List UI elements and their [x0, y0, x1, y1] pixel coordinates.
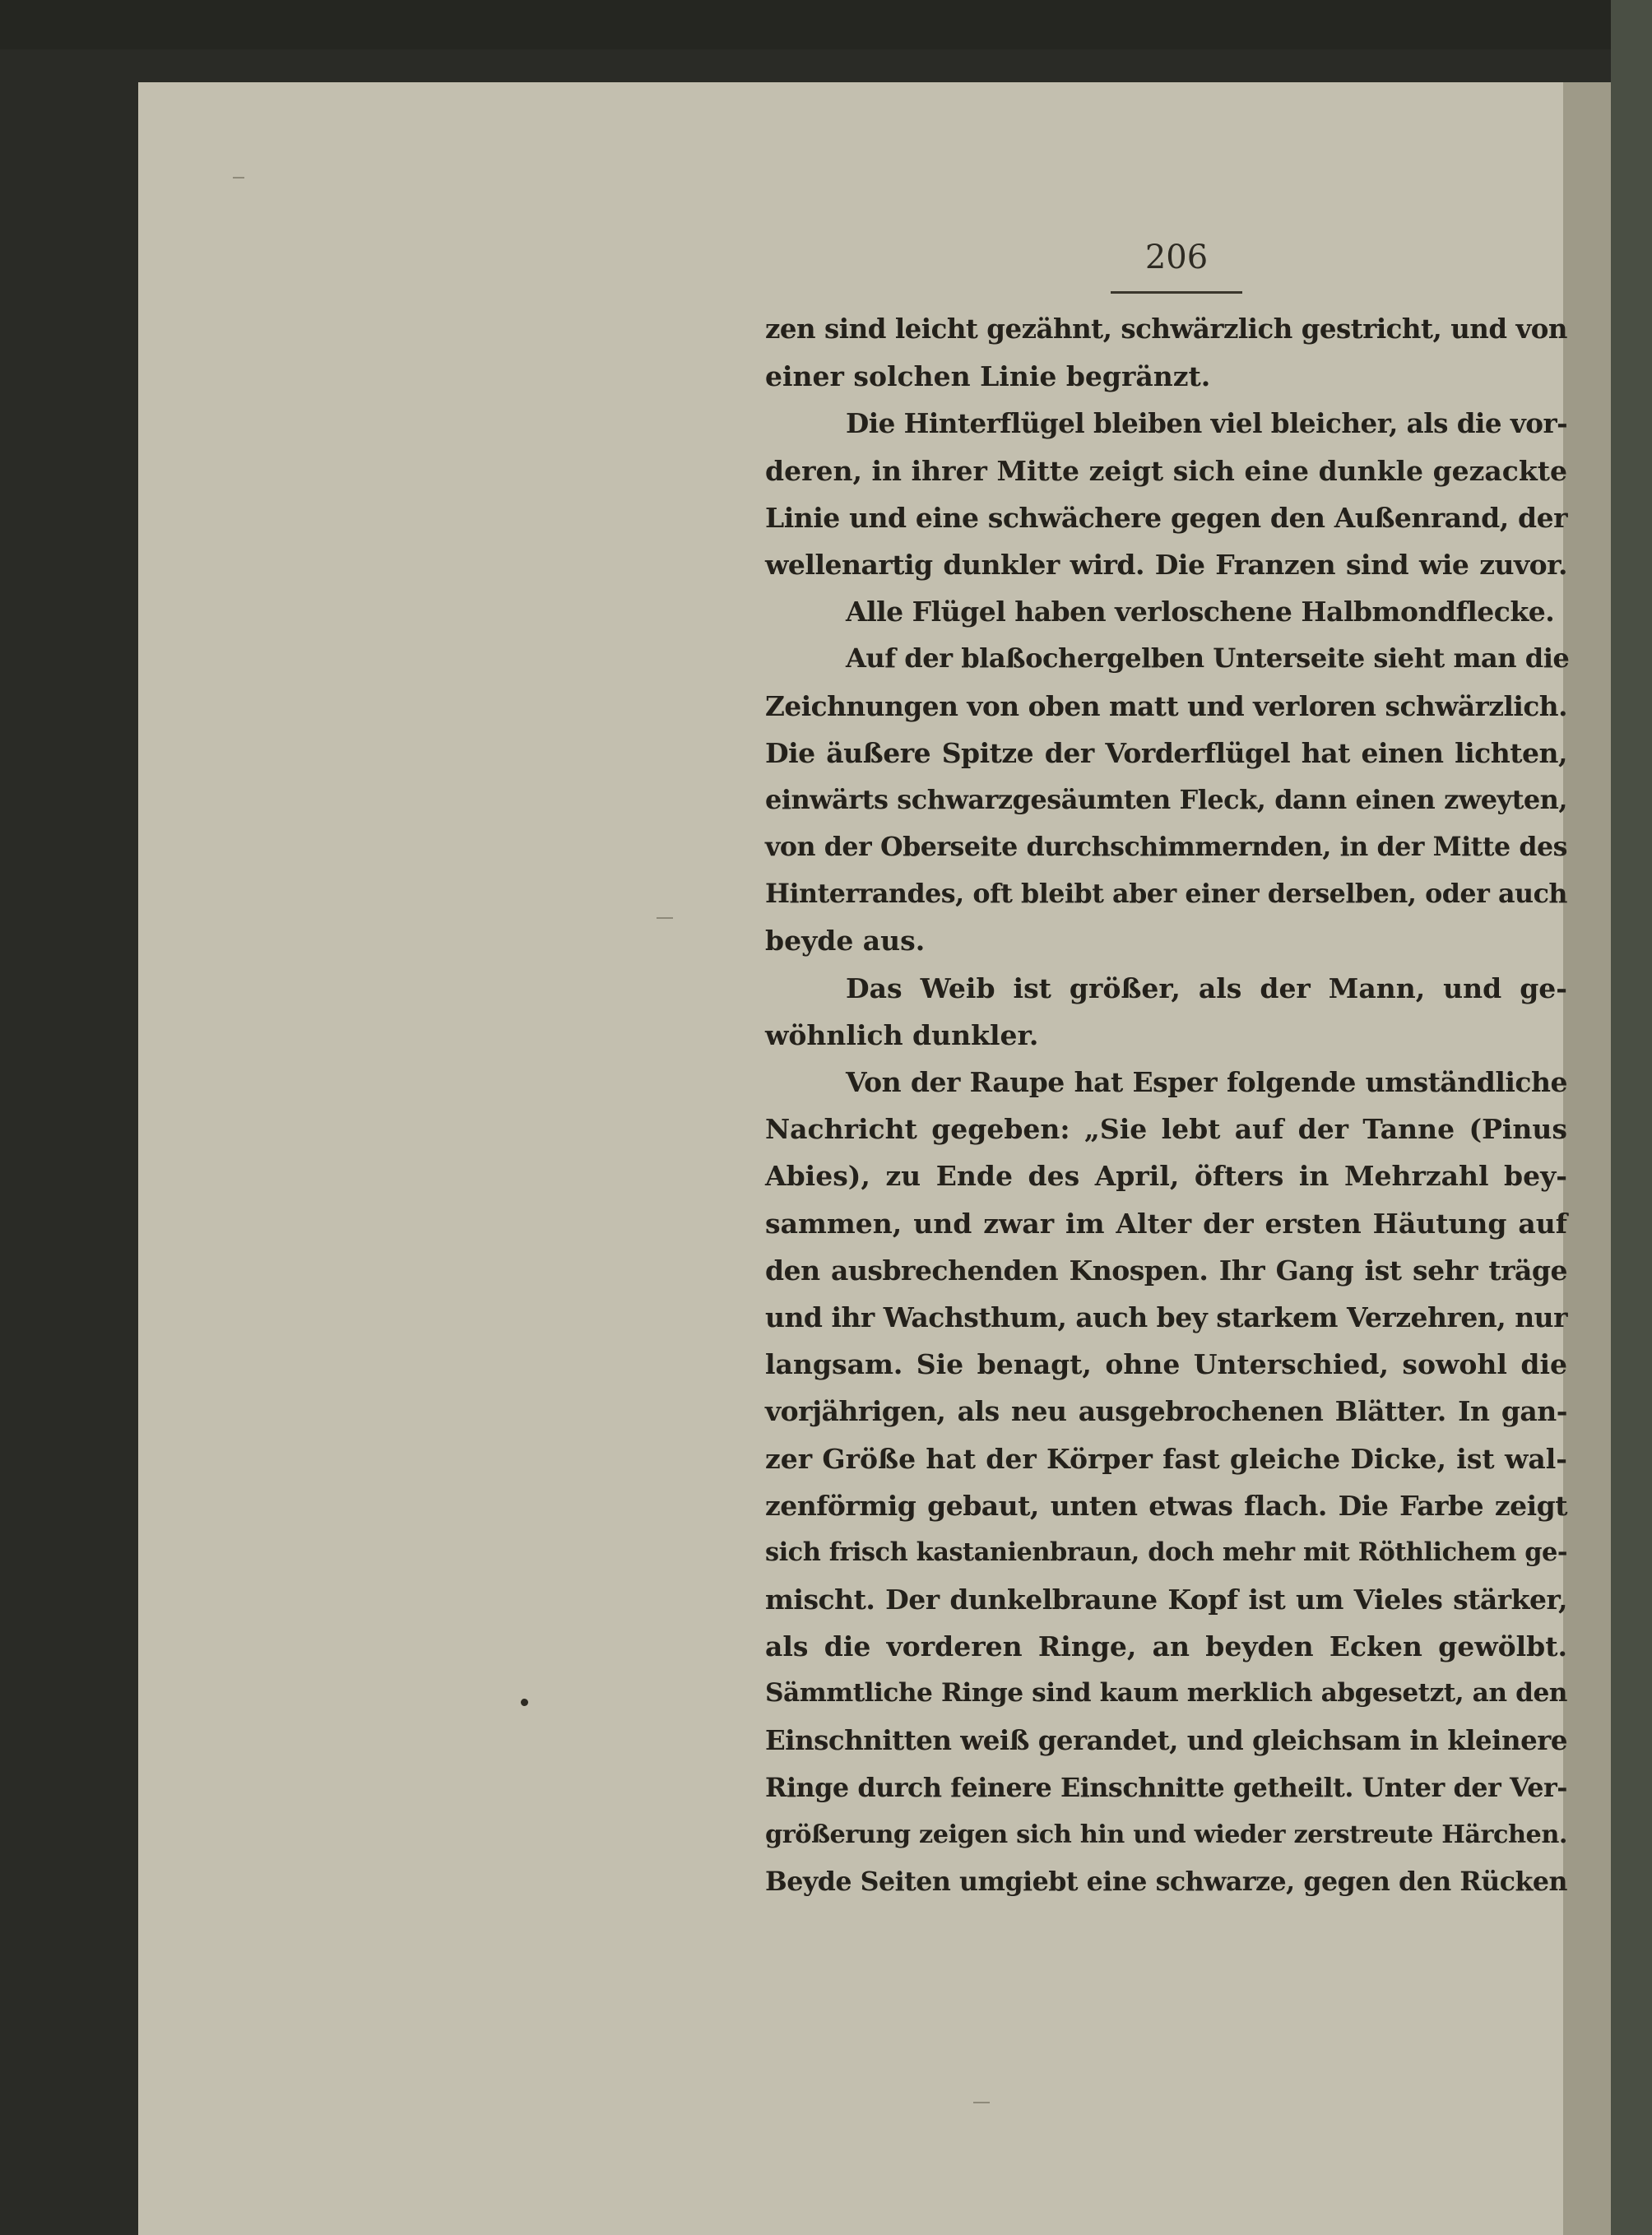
text-line: Hinterrandes, oft bleibt aber einer derselben, oder auch — [765, 879, 1567, 910]
text-line: Einschnitten weiß gerandet, und gleichsam in kleinere — [765, 1724, 1567, 1756]
ink-speck — [521, 1699, 528, 1706]
text-line: wöhnlich dunkler. — [765, 1018, 1039, 1051]
text-line: Linie und eine schwächere gegen den Außenrand, der — [765, 501, 1567, 534]
page-number-rule — [1111, 291, 1242, 294]
text-line: vorjährigen, als neu ausgebrochenen Blätter. In gan- — [765, 1395, 1567, 1428]
page-number: 206 — [1144, 239, 1209, 276]
text-line: beyde aus. — [765, 925, 926, 958]
text-line: langsam. Sie benagt, ohne Unterschied, sowohl die — [765, 1348, 1567, 1381]
text-line: Sämmtliche Ringe sind kaum merklich abgesetzt, an den — [765, 1678, 1567, 1709]
text-line: Auf der blaßochergelben Unterseite sieht man die — [846, 642, 1570, 675]
text-line: Abies), zu Ende des April, öfters in Mehrzahl bey- — [765, 1160, 1567, 1193]
text-line: sammen, und zwar im Alter der ersten Häutung auf — [765, 1207, 1567, 1240]
text-line: zenförmig gebaut, unten etwas flach. Die Farbe zeigt — [765, 1489, 1567, 1522]
text-line: Zeichnungen von oben matt und verloren schwärzlich. — [765, 689, 1567, 722]
text-line: zen sind leicht gezähnt, schwärzlich gestricht, und von — [765, 313, 1567, 345]
text-line: als die vorderen Ringe, an beyden Ecken gewölbt. — [765, 1630, 1567, 1663]
text-line: Das Weib ist größer, als der Mann, und ge- — [846, 971, 1567, 1004]
text-line: zer Größe hat der Körper fast gleiche Dicke, ist wal- — [765, 1442, 1567, 1475]
text-line: und ihr Wachsthum, auch bey starkem Verzehren, nur — [765, 1301, 1567, 1333]
body-text — [765, 306, 1570, 1905]
book-binding-strip — [1611, 0, 1652, 2235]
text-line: Beyde Seiten umgiebt eine schwarze, gegen den Rücken — [765, 1866, 1567, 1898]
text-line: Die äußere Spitze der Vorderflügel hat einen lichten, — [765, 736, 1567, 769]
text-line: mischt. Der dunkelbraune Kopf ist um Vieles stärker, — [765, 1584, 1567, 1616]
text-line: den ausbrechenden Knospen. Ihr Gang ist sehr träge — [765, 1254, 1567, 1287]
paper-mark — [657, 917, 673, 919]
text-line: sich frisch kastanienbraun, doch mehr mit Röthlichem ge- — [765, 1537, 1567, 1567]
text-line: einwärts schwarzgesäumten Fleck, dann einen zweyten, — [765, 783, 1567, 815]
text-line: von der Oberseite durchschimmernden, in der Mitte des — [765, 832, 1567, 863]
paper-mark — [973, 2102, 990, 2103]
page-edge-shadow — [1563, 82, 1611, 2235]
text-line: Alle Flügel haben verloschene Halbmondflecke. — [846, 596, 1555, 628]
text-line: Die Hinterflügel bleiben viel bleicher, als die vor- — [846, 407, 1568, 440]
text-line: größerung zeigen sich hin und wieder zerstreute Härchen. — [765, 1820, 1567, 1849]
text-line: Ringe durch feinere Einschnitte getheilt. Unter der Ver- — [765, 1771, 1567, 1803]
text-line: deren, in ihrer Mitte zeigt sich eine dunkle gezackte — [765, 454, 1567, 487]
text-line: Von der Raupe hat Esper folgende umständliche — [846, 1066, 1567, 1098]
text-line: wellenartig dunkler wird. Die Franzen sind wie zuvor. — [765, 548, 1567, 581]
text-line: Nachricht gegeben: „Sie lebt auf der Tanne (Pinus — [765, 1113, 1567, 1146]
text-line: einer solchen Linie begränzt. — [765, 360, 1211, 393]
paper-mark — [233, 177, 244, 179]
